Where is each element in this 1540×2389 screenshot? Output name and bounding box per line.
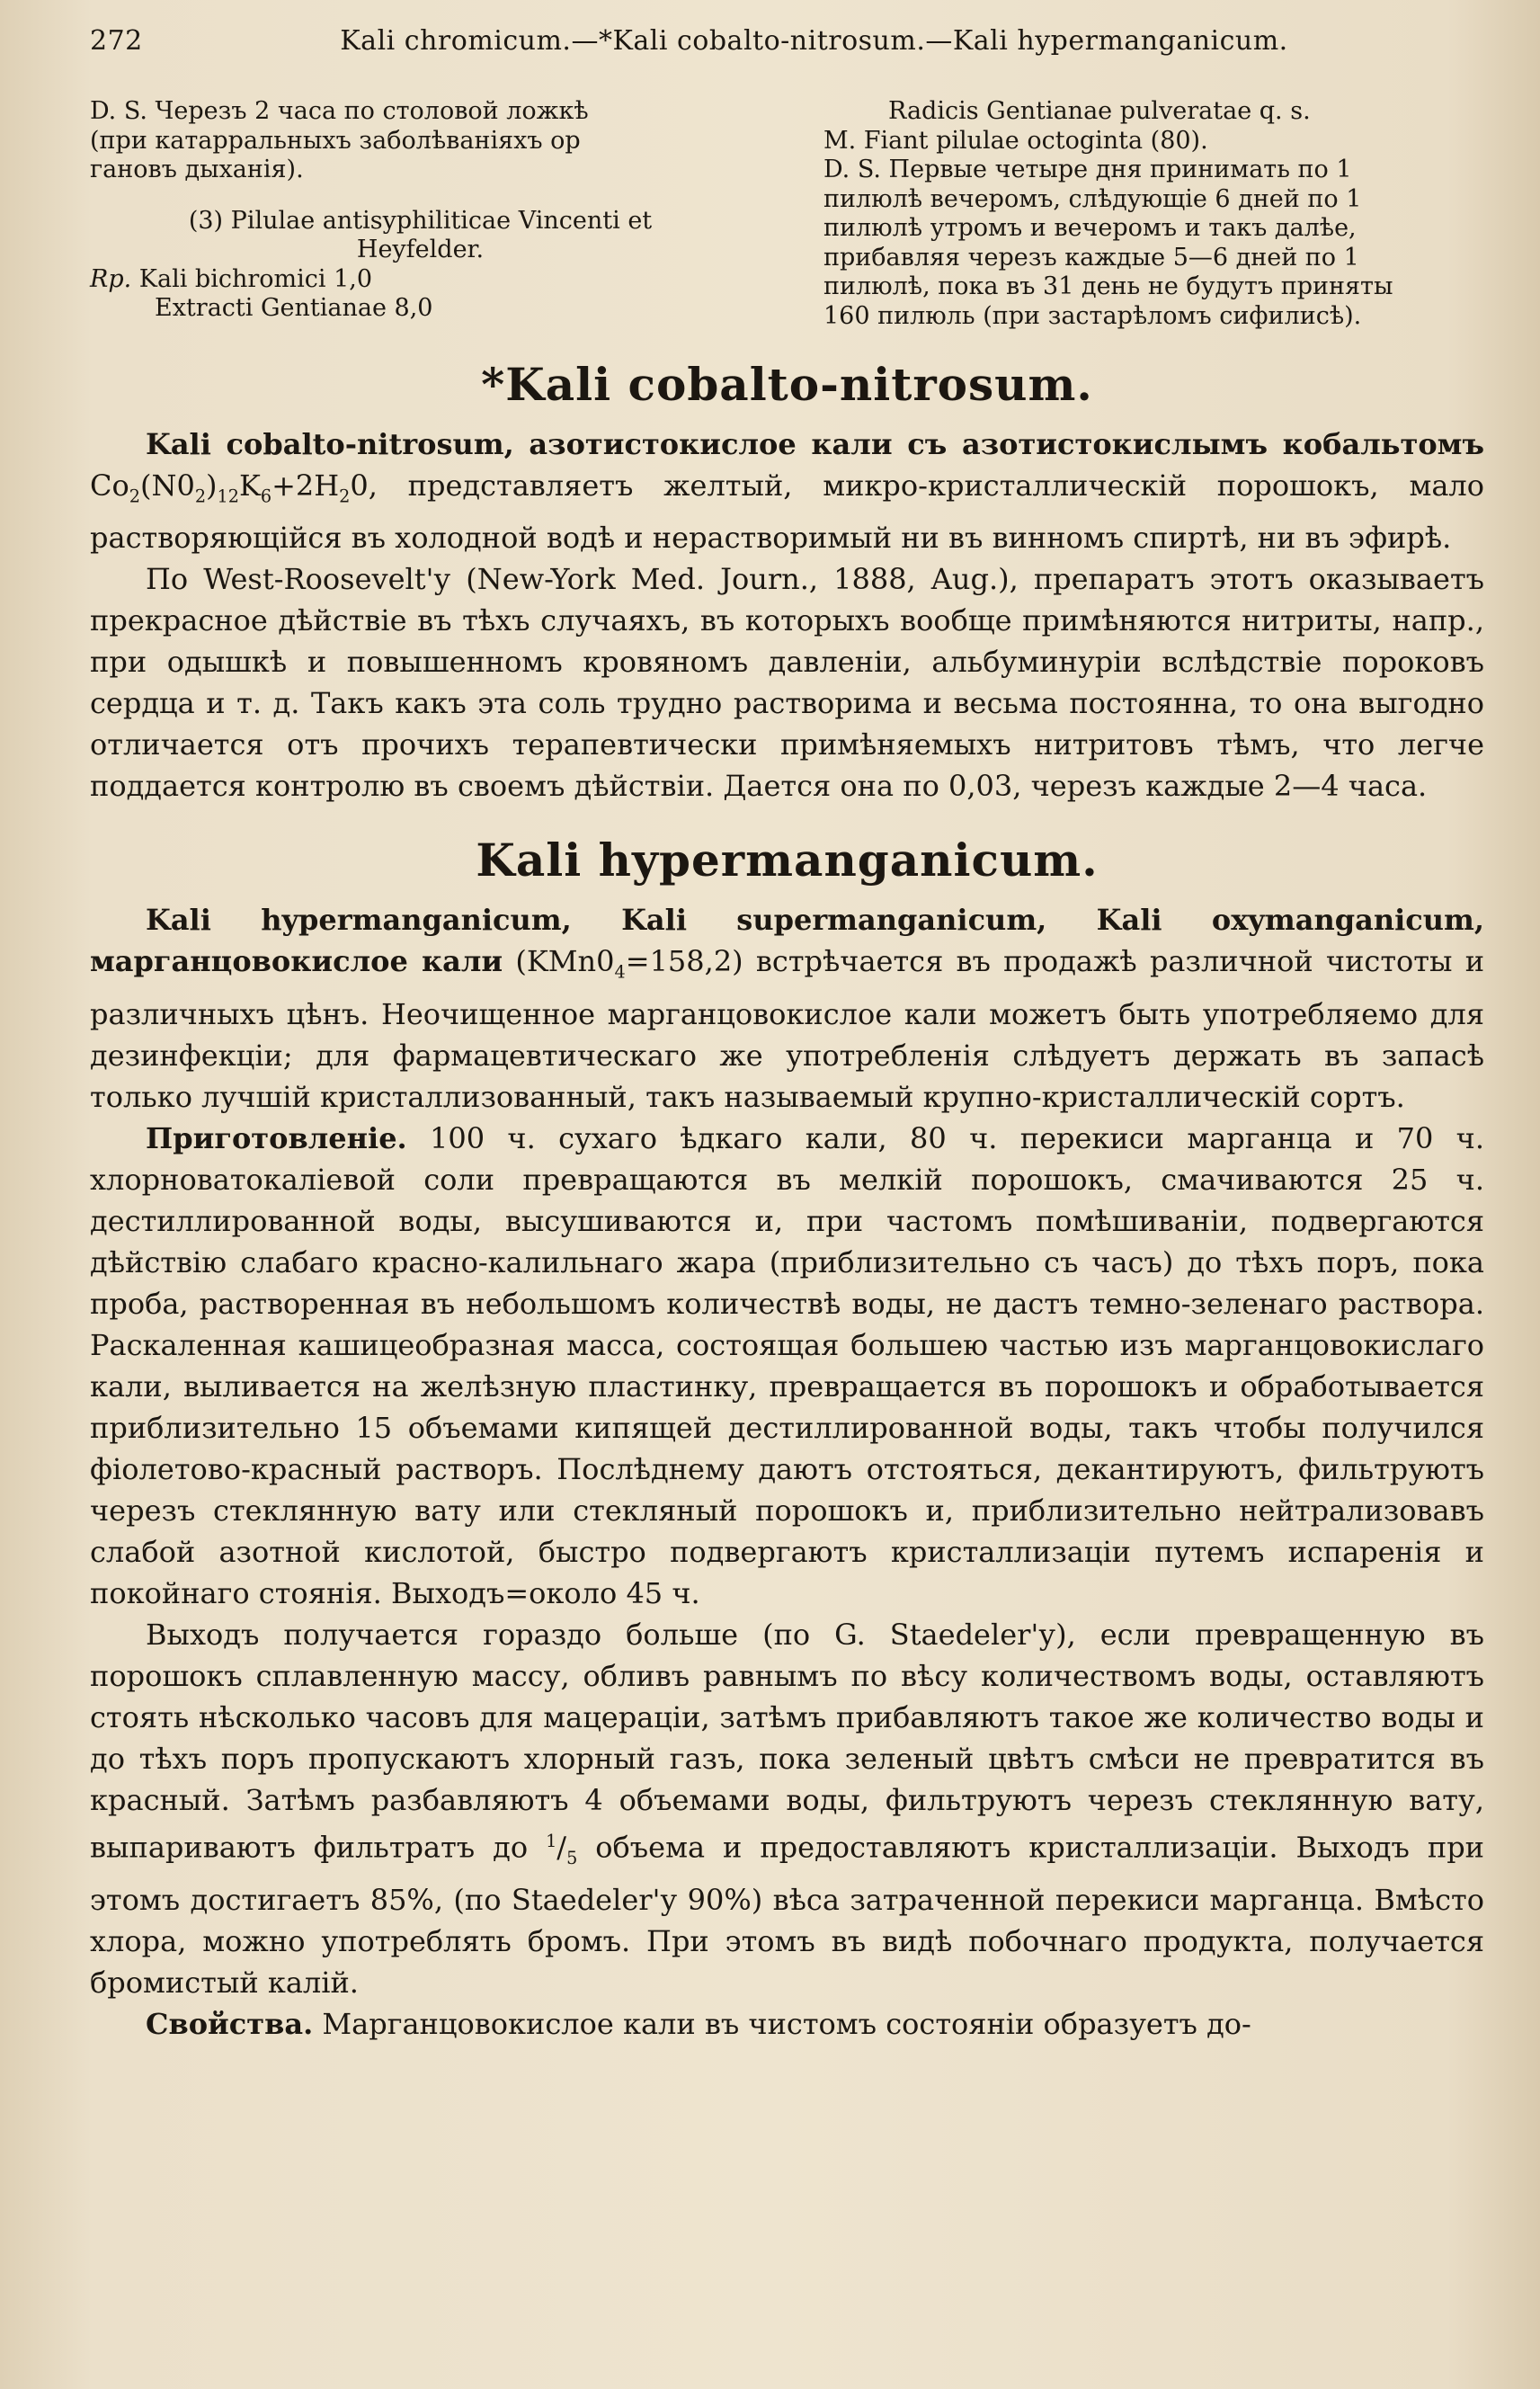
right-line: прибавляя черезъ каждые 5—6 дней по 1 [823,243,1359,272]
section-heading-cobalto: *Kali cobalto-nitrosum. [481,358,1093,411]
paragraph: Выходъ получается гораздо больше (по G. Staedeler'у), если превращенную въ порошокъ сплавленную массу, обливъ равнымъ по вѣсу количествомъ воды, оставляютъ стоять нѣсколько часовъ для мацераціи, затѣмъ прибавляютъ такое же количество воды и до тѣхъ поръ пропускаютъ хлорный газъ, пока зеленый цвѣтъ смѣси не превратится въ красный. Затѣмъ разбавляютъ 4 объемами воды, фильтруютъ черезъ стеклянную вату, выпариваютъ фильтратъ до $^1/_5$ объема и предоставляютъ кристаллизаціи. Выходъ при этомъ достигаетъ 85%, (по Staedeler'у 90%) вѣса затраченной перекиси марганца. Вмѣсто хлора, можно употреблять бромъ. При этомъ въ видѣ побочнаго продукта, получается бромистый калій. [90,1617,1485,2000]
left-column [90,97,751,331]
right-line: пилюлѣ, пока въ 31 день не будутъ приняты [823,272,1393,300]
rx-ingredient: Kali bichromici 1,0 [138,264,373,293]
paragraph [90,2003,1484,2045]
section-body-hypermanganicum [90,899,1484,2044]
paragraph [90,1118,1484,1614]
left-line: D. S. Черезъ 2 часа по столовой ложкѣ [90,97,589,125]
rx-line [90,265,751,295]
formula: (N0 [139,468,195,503]
formula: Co [90,468,129,503]
right-line: пилюлѣ утромъ и вечеромъ и такъ далѣе, [823,214,1357,242]
paragraph-text: объема и предоставляютъ кристаллизаціи. Выходъ при этомъ достигаетъ 85%, (по Staedeler'у 90%) вѣса затраченной перекиси марганца. Вмѣсто хлора, можно употреблять бромъ. При этомъ въ видѣ побочнаго продукта, получается бромистый калій. [90,1830,1485,2000]
subscript: 12 [217,486,239,507]
formula: +2H [272,468,340,503]
right-line: M. Fiant pilulae octoginta (80). [823,126,1208,155]
term-bold: Kali cobalto-nitrosum, азотистокислое кали съ азотистокислымъ кобальтомъ [146,427,1484,461]
paragraph-text: =158,2) встрѣчается въ продажѣ различной чистоты и различныхъ цѣнъ. Неочищенное марганцовокислое кали можетъ быть употребляемо для дезинфекціи; для фармацевтическаго же употребленія слѣдуетъ держать въ запасѣ только лучшій кристаллизованный, такъ называемый крупно-кристаллическій сортъ. [90,944,1485,1114]
right-line: Radicis Gentianae pulveratae q. s. [888,97,1311,125]
subscript: 4 [614,961,626,983]
paragraph: По West-Roosevelt'у (New-York Med. Journ., 1888, Aug.), препаратъ этотъ оказываетъ прекрасное дѣйствіе въ тѣхъ случаяхъ, въ которыхъ вообще примѣняются нитриты, напр., при одышкѣ и повышенномъ кровяномъ давленіи, альбуминуріи вслѣдствіе пороковъ сердца и т. д. Такъ какъ эта соль трудно растворима и весьма постоянна, то она выгодно отличается отъ прочихъ терапевтически примѣняемыхъ нитритовъ тѣмъ, что легче поддается контролю въ своемъ дѣйствіи. Дается она по 0,03, черезъ каждые 2—4 часа. [90,562,1484,804]
fraction-denominator: 5 [566,1847,578,1868]
recipe-title-author: Heyfelder. [356,236,485,263]
subscript: 6 [260,486,272,507]
formula: ) [206,468,218,503]
left-line: гановъ дыханія). [90,156,304,183]
right-line: D. S. Первые четыре дня принимать по 1 [823,156,1352,183]
rx-label: Rp. [90,264,132,293]
subscript: 2 [339,486,351,507]
paragraph [90,899,1484,1117]
running-title: Kali chromicum.—*Kali cobalto-nitrosum.—Kali hypermanganicum. [340,25,1288,57]
right-line: 160 пилюль (при застарѣломъ сифилисѣ). [823,301,1362,330]
paragraph-text: 0, представляетъ желтый, микро-кристаллическій порошокъ, мало растворяющійся въ холодной водѣ и нерастворимый ни въ винномъ спиртѣ, ни въ эфирѣ. [90,468,1484,556]
right-line: пилюлѣ вечеромъ, слѣдующіе 6 дней по 1 [823,184,1362,213]
rx-ingredient: Extracti Gentianae 8,0 [155,294,433,322]
term-bold: Kali hypermanganicum, Kali supermanganicum, Kali oxymanganicum, марганцовокислое кали [90,903,1484,979]
paragraph-text: Марганцовокислое кали въ чистомъ состояніи образуетъ до- [313,2006,1251,2041]
left-line: (при катарральныхъ заболѣваніяхъ ор [90,126,581,155]
right-column [823,97,1484,331]
paragraph-text: 100 ч. сухаго ѣдкаго кали, 80 ч. перекиси марганца и 70 ч. хлорноватокаліевой соли превращаются въ мелкій порошокъ, смачиваются 25 ч. дестиллированной воды, высушиваются и, при частомъ помѣшиваніи, подвергаются дѣйствію слабаго красно-калильнаго жара (приблизительно съ часъ) до тѣхъ поръ, пока проба, растворенная въ небольшомъ количествѣ воды, не дастъ темно-зеленаго раствора. Раскаленная кашицеобразная масса, состоящая большею частью изъ марганцовокислаго кали, выливается на желѣзную пластинку, превращается въ порошокъ и обработывается приблизительно 15 объемами кипящей дестиллированной воды, такъ чтобы получился фіолетово-красный растворъ. Послѣднему даютъ отстояться, декантируютъ, фильтруютъ черезъ стеклянную вату или стекляный порошокъ и, приблизительно нейтрализовавъ слабой азотной кислотой, быстро подвергаютъ кристаллизаціи путемъ испаренія и покойнаго стоянія. Выходъ=около 45 ч. [90,1120,1484,1610]
subheading-bold: Приготовленіе. [146,1120,407,1155]
formula: K [238,468,261,503]
subheading-bold: Свойства. [146,2006,314,2041]
two-column-block [90,97,1484,331]
subscript: 2 [129,486,140,507]
page-number: 272 [90,25,143,57]
subscript: 2 [194,486,207,507]
section-heading-hypermanganicum: Kali hypermanganicum. [476,833,1099,887]
running-header [90,25,1484,88]
formula: (KMn0 [503,944,615,979]
section-body-cobalto [90,423,1484,807]
recipe-title: (3) Pilulae antisyphiliticae Vincenti et [188,206,653,235]
paragraph-text: Выходъ получается гораздо больше (по G. Staedeler'у), если превращенную въ порошокъ сплавленную массу, обливъ равнымъ по вѣсу количествомъ воды, оставляютъ стоять нѣсколько часовъ для мацераціи, затѣмъ прибавляютъ такое же количество воды и до тѣхъ поръ пропускаютъ хлорный газъ, пока зеленый цвѣтъ смѣси не превратится въ красный. Затѣмъ разбавляютъ 4 объемами воды, фильтруютъ черезъ стеклянную вату, выпариваютъ фильтратъ до [90,1617,1484,1865]
paragraph [90,423,1484,558]
fraction-numerator: 1 [546,1830,557,1851]
